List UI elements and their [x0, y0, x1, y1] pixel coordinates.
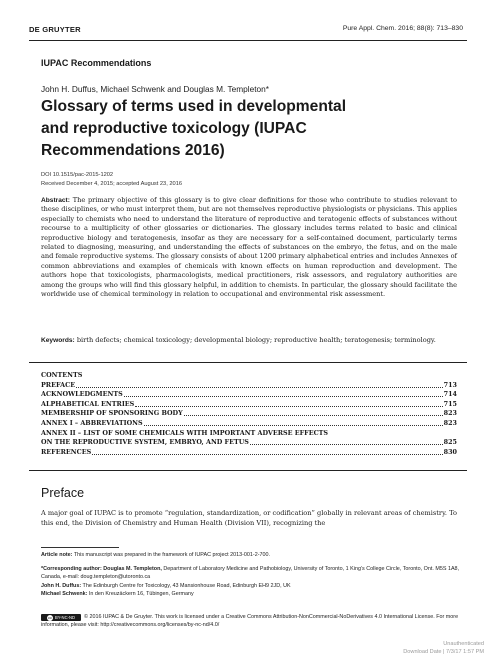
author-affiliation — [41, 590, 461, 598]
toc-entry-page: 825 — [443, 438, 457, 447]
abstract-text: The primary objective of this glossary is to give clear definitions for those who contribute to studies relevant to these disciplines, or who must interpret them, but are not themselves reproductive physiologists or physicians. This applies especially to chemists who need to understand the literature of reproductive and teratogenic effects of substances without recourse to a multiplicity of other glossaries or dictionaries. The glossary includes terms related to basic and clinical reproductive biology and teratogenesis, insofar as they are necessary for a self-contained document, particularly terms related to diagnosing, measuring, and understanding the effects of substances on the embryo, the fetus, and on the male and female reproductive systems. The glossary consists of about 1200 primary alphabetical entries and includes Annexes of common abbreviations and examples of chemicals with known effects on human reproduction and development. The authors hope that toxicologists, pharmacologists, medical practitioners, risk assessors, and regulatory authorities are among the groups who will find this glossary helpful, in addition to chemists. In particular, the glossary should facilitate the worldwide use of chemical terminology in relation to occupational and environmental risk assessment. — [41, 196, 457, 299]
toc-entry[interactable] — [41, 390, 457, 400]
toc-entry[interactable] — [41, 419, 457, 429]
toc-entry[interactable] — [41, 448, 457, 458]
toc-entry-page: 713 — [443, 380, 457, 389]
keywords-label: Keywords: — [41, 337, 75, 344]
creative-commons-badge-icon[interactable]: cc BY-NC-ND — [41, 614, 81, 621]
watermark-line: Unauthenticated — [443, 641, 484, 647]
publisher-name: DE GRUYTER — [29, 25, 81, 34]
article-note-label: Article note: — [41, 552, 73, 558]
affiliation-label: John H. Duffus: — [41, 582, 82, 589]
running-header — [0, 25, 496, 41]
footnotes — [41, 547, 461, 598]
corresponding-author-label: *Corresponding author: Douglas M. Templeton, — [41, 566, 162, 573]
toc-heading: CONTENTS — [41, 371, 83, 379]
toc-entry-page: 823 — [443, 418, 457, 427]
toc-entry[interactable] — [41, 400, 457, 410]
license-notice — [41, 613, 461, 629]
toc-leader — [250, 438, 443, 445]
toc-leader — [124, 390, 443, 397]
toc-leader — [184, 409, 443, 416]
toc-entry-title: PREFACE — [41, 380, 76, 389]
toc-entry-page: 830 — [443, 447, 457, 456]
doi-link[interactable]: DOI 10.1515/pac-2015-1202 — [41, 172, 114, 178]
article-note-text: This manuscript was prepared in the framework of IUPAC project 2013-001-2-700. — [73, 552, 271, 558]
toc-top-rule — [29, 362, 467, 363]
toc-entry-title[interactable]: ANNEX II – LIST OF SOME CHEMICALS WITH IMPORTANT ADVERSE EFFECTS — [41, 428, 329, 437]
toc-entry-title: ALPHABETICAL ENTRIES — [41, 399, 135, 408]
toc-entry[interactable] — [41, 438, 457, 448]
author-list: John H. Duffus, Michael Schwenk and Douglas M. Templeton* — [41, 84, 269, 94]
header-rule — [29, 40, 467, 41]
corresponding-author-text: Department of Laboratory Medicine and Pathobiology, University of Toronto, 1 King’s College Circle, Toronto, Ont. M5S 1A8, Canada, e-mail: doug.templeton@utoronto.ca — [41, 566, 460, 581]
license-badge-text: BY-NC-ND — [54, 615, 76, 620]
toc-entry-title: ANNEX I – ABBREVIATIONS — [41, 418, 143, 427]
toc-leader — [144, 419, 443, 426]
toc-entry-page: 823 — [443, 409, 457, 418]
toc-entry-title: REFERENCES — [41, 447, 92, 456]
toc-leader — [76, 381, 443, 388]
toc-leader — [92, 448, 442, 455]
footnote-rule — [41, 547, 119, 548]
table-of-contents — [41, 371, 457, 457]
title-line: Recommendations 2016) — [41, 142, 225, 159]
preface-text: A major goal of IUPAC is to promote “regulation, standardization, or codification” globally in relevant areas of chemistry. To this end, the Division of Chemistry and Human Health (Division VII), recognizing the — [41, 509, 457, 527]
title-line: and reproductive toxicology (IUPAC — [41, 120, 307, 137]
preface-heading: Preface — [41, 486, 85, 500]
toc-entry-title: MEMBERSHIP OF SPONSORING BODY — [41, 409, 183, 418]
toc-leader — [135, 400, 442, 407]
article-note — [41, 551, 461, 559]
corresponding-author — [41, 565, 461, 581]
keywords — [41, 336, 457, 345]
journal-reference: Pure Appl. Chem. 2016; 88(8): 713–830 — [342, 25, 463, 32]
author-affiliation — [41, 582, 461, 590]
received-dates: Received December 4, 2015; accepted August 23, 2016 — [41, 181, 183, 187]
series-label: IUPAC Recommendations — [41, 58, 152, 68]
affiliation-text: The Edinburgh Centre for Toxicology, 43 Mansionhouse Road, Edinburgh EH9 2JD, UK — [82, 582, 291, 589]
abstract-label: Abstract: — [41, 197, 70, 204]
keywords-text: birth defects; chemical toxicology; developmental biology; reproductive health; teratogenesis; terminology. — [76, 336, 436, 344]
license-text: © 2016 IUPAC & De Gruyter. This work is licensed under a Creative Commons Attribution-NonCommercial-NoDerivatives 4.0 International License. For more information, please visit: http://creativecommons.org/licenses/by-nc-nd/4.0/ — [41, 614, 459, 629]
toc-entry-title: ON THE REPRODUCTIVE SYSTEM, EMBRYO, AND FETUS — [41, 438, 249, 447]
toc-entry-page: 714 — [443, 390, 457, 399]
toc-entry[interactable] — [41, 381, 457, 391]
affiliation-label: Michael Schwenk: — [41, 590, 88, 597]
toc-entry[interactable] — [41, 409, 457, 419]
abstract — [41, 196, 457, 299]
title-line: Glossary of terms used in developmental — [41, 98, 347, 115]
article-metadata — [41, 171, 182, 189]
affiliation-text: In den Kreuzäckern 16, Tübingen, Germany — [88, 590, 194, 597]
watermark-line: Download Date | 7/3/17 1:57 PM — [403, 649, 484, 655]
toc-entry-title: ACKNOWLEDGMENTS — [41, 390, 123, 399]
toc-entry-page: 715 — [443, 399, 457, 408]
toc-bottom-rule — [29, 470, 467, 471]
article-title — [41, 96, 461, 162]
